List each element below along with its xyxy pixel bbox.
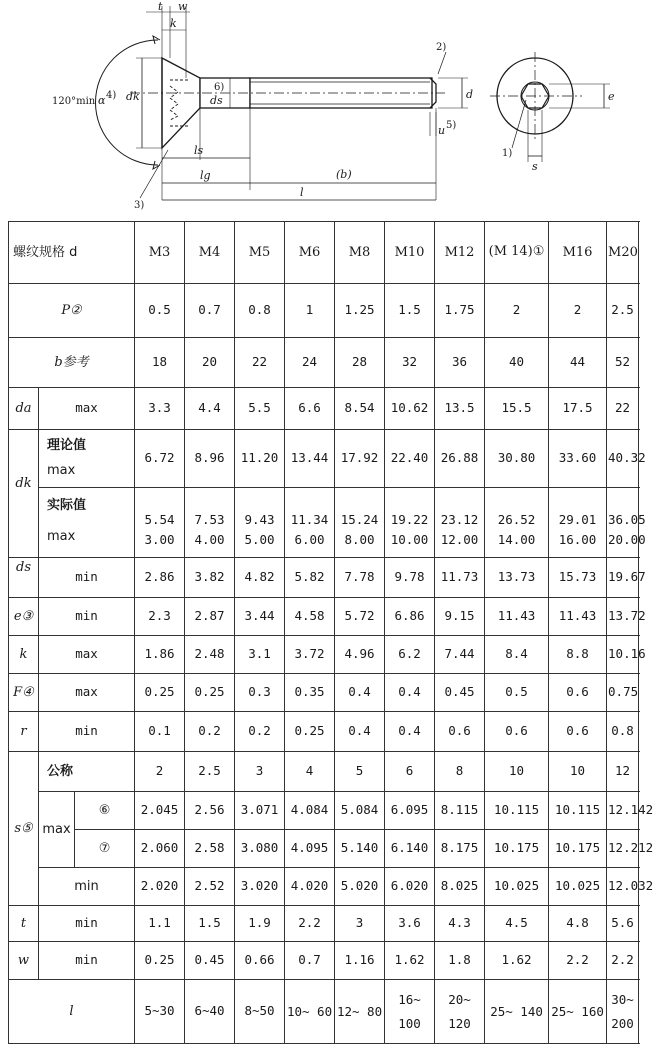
value-cell: 3.071 bbox=[235, 792, 285, 830]
value-cell: 10.175 bbox=[549, 830, 607, 868]
value-cell: 11.43 bbox=[485, 598, 549, 636]
value-cell: 2.060 bbox=[135, 830, 185, 868]
value-cell: 2 bbox=[135, 752, 185, 792]
value-cell: 2.2 bbox=[285, 906, 335, 942]
row-ds-min bbox=[9, 558, 639, 598]
value-cell: 33.60 bbox=[549, 430, 607, 488]
value-cell: 22 bbox=[235, 338, 285, 388]
value-cell: 0.4 bbox=[385, 712, 435, 752]
value-cell: 8.175 bbox=[435, 830, 485, 868]
label-ls: ls bbox=[194, 144, 204, 157]
value-cell: 0.7 bbox=[185, 284, 235, 338]
value-cell: 13.72 bbox=[607, 598, 639, 636]
value-cell: 10.16 bbox=[607, 636, 639, 674]
row-P bbox=[9, 284, 639, 338]
row-s-max7 bbox=[9, 830, 639, 868]
row-t bbox=[9, 906, 639, 942]
value-cell: 11.34 6.00 bbox=[285, 488, 335, 558]
size-cell: M8 bbox=[335, 222, 385, 284]
value-cell: 20 bbox=[185, 338, 235, 388]
s-nominal-label: 公称 bbox=[39, 752, 135, 792]
value-cell: 12 bbox=[607, 752, 639, 792]
value-cell: 1.86 bbox=[135, 636, 185, 674]
size-cell: M6 bbox=[285, 222, 335, 284]
value-cell: 30~ 200 bbox=[607, 980, 639, 1044]
row-qualifier: min bbox=[39, 558, 135, 598]
value-cell: 10 bbox=[485, 752, 549, 792]
label-ds-note: 6) bbox=[214, 82, 225, 93]
value-cell: 12.142 bbox=[607, 792, 639, 830]
value-cell: 7.78 bbox=[335, 558, 385, 598]
value-cell: 8.4 bbox=[485, 636, 549, 674]
label-alpha-note: 4) bbox=[106, 90, 117, 101]
value-cell: 0.5 bbox=[485, 674, 549, 712]
value-cell: 22.40 bbox=[385, 430, 435, 488]
value-cell: 10.115 bbox=[485, 792, 549, 830]
value-cell: 9.15 bbox=[435, 598, 485, 636]
value-cell: 1 bbox=[285, 284, 335, 338]
row-label: l bbox=[9, 980, 135, 1044]
value-cell: 12.212 bbox=[607, 830, 639, 868]
label-alpha: α bbox=[98, 94, 106, 107]
value-cell: 15.5 bbox=[485, 388, 549, 430]
value-cell: 4.084 bbox=[285, 792, 335, 830]
value-cell: 2 bbox=[549, 284, 607, 338]
value-cell: 11.73 bbox=[435, 558, 485, 598]
spec-table bbox=[8, 221, 653, 1044]
row-da bbox=[9, 388, 639, 430]
value-cell: 6.095 bbox=[385, 792, 435, 830]
value-cell: 10.175 bbox=[485, 830, 549, 868]
value-cell: 8~50 bbox=[235, 980, 285, 1044]
header-label: 螺纹规格 d bbox=[9, 222, 135, 284]
label-u-note: 5) bbox=[446, 120, 457, 131]
value-cell: 40 bbox=[485, 338, 549, 388]
value-cell: 6.2 bbox=[385, 636, 435, 674]
size-cell: M5 bbox=[235, 222, 285, 284]
row-w bbox=[9, 942, 639, 980]
row-dk-actual-ds-max bbox=[9, 488, 639, 558]
value-cell: 3.3 bbox=[135, 388, 185, 430]
value-cell: 8.54 bbox=[335, 388, 385, 430]
row-label: e③ bbox=[9, 598, 39, 636]
row-label: da bbox=[9, 388, 39, 430]
value-cell: 5.6 bbox=[607, 906, 639, 942]
value-cell: 10.62 bbox=[385, 388, 435, 430]
row-qualifier: max bbox=[39, 388, 135, 430]
value-cell: 25~ 160 bbox=[549, 980, 607, 1044]
value-cell: 19.22 10.00 bbox=[385, 488, 435, 558]
screw-drawing bbox=[0, 0, 650, 220]
value-cell: 11.20 bbox=[235, 430, 285, 488]
value-cell: 17.92 bbox=[335, 430, 385, 488]
row-r bbox=[9, 712, 639, 752]
value-cell: 0.3 bbox=[235, 674, 285, 712]
value-cell: 30.80 bbox=[485, 430, 549, 488]
value-cell: 5~30 bbox=[135, 980, 185, 1044]
value-cell: 2.48 bbox=[185, 636, 235, 674]
value-cell: 1.1 bbox=[135, 906, 185, 942]
value-cell: 4.4 bbox=[185, 388, 235, 430]
screw-drawing-svg bbox=[0, 0, 650, 220]
value-cell: 24 bbox=[285, 338, 335, 388]
label-b: (b) bbox=[336, 168, 352, 181]
value-cell: 2 bbox=[485, 284, 549, 338]
value-cell: 2.2 bbox=[549, 942, 607, 980]
value-cell: 23.12 12.00 bbox=[435, 488, 485, 558]
value-cell: 13.5 bbox=[435, 388, 485, 430]
value-cell: 4.96 bbox=[335, 636, 385, 674]
value-cell: 0.2 bbox=[185, 712, 235, 752]
value-cell: 2.2 bbox=[607, 942, 639, 980]
value-cell: 13.73 bbox=[485, 558, 549, 598]
value-cell: 8.115 bbox=[435, 792, 485, 830]
value-cell: 12~ 80 bbox=[335, 980, 385, 1044]
value-cell: 5.72 bbox=[335, 598, 385, 636]
value-cell: 1.16 bbox=[335, 942, 385, 980]
label-lg: lg bbox=[200, 169, 211, 182]
value-cell: 6.72 bbox=[135, 430, 185, 488]
value-cell: 4.8 bbox=[549, 906, 607, 942]
value-cell: 8 bbox=[435, 752, 485, 792]
value-cell: 25~ 140 bbox=[485, 980, 549, 1044]
row-label: w bbox=[9, 942, 39, 980]
value-cell: 2.5 bbox=[185, 752, 235, 792]
row-l bbox=[9, 980, 639, 1044]
value-cell: 6 bbox=[385, 752, 435, 792]
value-cell: 15.73 bbox=[549, 558, 607, 598]
label-note3: 3) bbox=[134, 200, 145, 211]
value-cell: 0.75 bbox=[607, 674, 639, 712]
row-label: k bbox=[9, 636, 39, 674]
row-qualifier: max bbox=[39, 674, 135, 712]
row-s-min bbox=[9, 868, 639, 906]
value-cell: 3.72 bbox=[285, 636, 335, 674]
size-cell: M12 bbox=[435, 222, 485, 284]
row-label: s⑤ bbox=[9, 752, 39, 906]
value-cell: 26.52 14.00 bbox=[485, 488, 549, 558]
value-cell: 1.75 bbox=[435, 284, 485, 338]
value-cell: 2.52 bbox=[185, 868, 235, 906]
value-cell: 18 bbox=[135, 338, 185, 388]
value-cell: 3.020 bbox=[235, 868, 285, 906]
value-cell: 10~ 60 bbox=[285, 980, 335, 1044]
screw-head-shape bbox=[162, 58, 200, 148]
s-max7-label: ⑦ bbox=[75, 830, 135, 868]
value-cell: 36 bbox=[435, 338, 485, 388]
value-cell: 12.032 bbox=[607, 868, 639, 906]
value-cell: 0.6 bbox=[435, 712, 485, 752]
value-cell: 3.82 bbox=[185, 558, 235, 598]
value-cell: 7.53 4.00 bbox=[185, 488, 235, 558]
label-ds: ds bbox=[210, 94, 223, 107]
value-cell: 0.66 bbox=[235, 942, 285, 980]
value-cell: 6~40 bbox=[185, 980, 235, 1044]
row-qualifier: min bbox=[39, 712, 135, 752]
value-cell: 5.82 bbox=[285, 558, 335, 598]
value-cell: 1.62 bbox=[385, 942, 435, 980]
value-cell: 0.25 bbox=[135, 942, 185, 980]
size-cell: M16 bbox=[549, 222, 607, 284]
value-cell: 0.7 bbox=[285, 942, 335, 980]
value-cell: 4.82 bbox=[235, 558, 285, 598]
value-cell: 1.8 bbox=[435, 942, 485, 980]
row-qualifier: min bbox=[39, 942, 135, 980]
value-cell: 0.35 bbox=[285, 674, 335, 712]
label-l: l bbox=[300, 186, 304, 199]
value-cell: 4.095 bbox=[285, 830, 335, 868]
value-cell: 3 bbox=[335, 906, 385, 942]
value-cell: 17.5 bbox=[549, 388, 607, 430]
value-cell: 0.4 bbox=[385, 674, 435, 712]
value-cell: 11.43 bbox=[549, 598, 607, 636]
value-cell: 10.025 bbox=[549, 868, 607, 906]
value-cell: 5 bbox=[335, 752, 385, 792]
value-cell: 20~ 120 bbox=[435, 980, 485, 1044]
row-label: t bbox=[9, 906, 39, 942]
size-cell: M3 bbox=[135, 222, 185, 284]
row-label: b参考 bbox=[9, 338, 135, 388]
value-cell: 0.25 bbox=[185, 674, 235, 712]
dk-theory-label: 理论值 max bbox=[39, 430, 135, 488]
value-cell: 15.24 8.00 bbox=[335, 488, 385, 558]
value-cell: 4.3 bbox=[435, 906, 485, 942]
value-cell: 5.5 bbox=[235, 388, 285, 430]
value-cell: 36.05 20.00 bbox=[607, 488, 639, 558]
value-cell: 8.8 bbox=[549, 636, 607, 674]
size-cell: M10 bbox=[385, 222, 435, 284]
value-cell: 0.4 bbox=[335, 712, 385, 752]
label-angle: 120°min bbox=[52, 96, 96, 107]
value-cell: 2.5 bbox=[607, 284, 639, 338]
value-cell: 6.86 bbox=[385, 598, 435, 636]
row-label: dk bbox=[9, 430, 39, 558]
value-cell: 0.2 bbox=[235, 712, 285, 752]
value-cell: 0.4 bbox=[335, 674, 385, 712]
row-s-nominal bbox=[9, 752, 639, 792]
value-cell: 32 bbox=[385, 338, 435, 388]
value-cell: 2.56 bbox=[185, 792, 235, 830]
value-cell: 19.67 bbox=[607, 558, 639, 598]
s-min-label: min bbox=[39, 868, 135, 906]
s-max-label: max bbox=[39, 792, 75, 868]
value-cell: 10 bbox=[549, 752, 607, 792]
label-s: s bbox=[532, 160, 538, 173]
row-k bbox=[9, 636, 639, 674]
value-cell: 2.58 bbox=[185, 830, 235, 868]
value-cell: 0.6 bbox=[549, 674, 607, 712]
label-note2: 2) bbox=[436, 42, 447, 53]
value-cell: 6.6 bbox=[285, 388, 335, 430]
value-cell: 0.1 bbox=[135, 712, 185, 752]
header-row bbox=[9, 222, 639, 284]
value-cell: 2.020 bbox=[135, 868, 185, 906]
row-b bbox=[9, 338, 639, 388]
value-cell: 0.45 bbox=[435, 674, 485, 712]
value-cell: 26.88 bbox=[435, 430, 485, 488]
value-cell: 28 bbox=[335, 338, 385, 388]
row-F bbox=[9, 674, 639, 712]
value-cell: 22 bbox=[607, 388, 639, 430]
value-cell: 9.78 bbox=[385, 558, 435, 598]
value-cell: 0.5 bbox=[135, 284, 185, 338]
value-cell: 1.9 bbox=[235, 906, 285, 942]
value-cell: 5.020 bbox=[335, 868, 385, 906]
value-cell: 4.58 bbox=[285, 598, 335, 636]
value-cell: 4.5 bbox=[485, 906, 549, 942]
row-e bbox=[9, 598, 639, 636]
value-cell: 52 bbox=[607, 338, 639, 388]
value-cell: 1.25 bbox=[335, 284, 385, 338]
label-e: e bbox=[608, 90, 615, 103]
value-cell: 10.115 bbox=[549, 792, 607, 830]
row-label: ds bbox=[9, 558, 39, 598]
value-cell: 8.96 bbox=[185, 430, 235, 488]
value-cell: 6.140 bbox=[385, 830, 435, 868]
value-cell: 16~ 100 bbox=[385, 980, 435, 1044]
value-cell: 0.8 bbox=[235, 284, 285, 338]
value-cell: 3.44 bbox=[235, 598, 285, 636]
value-cell: 13.44 bbox=[285, 430, 335, 488]
value-cell: 4.020 bbox=[285, 868, 335, 906]
value-cell: 0.25 bbox=[135, 674, 185, 712]
value-cell: 7.44 bbox=[435, 636, 485, 674]
label-dk: dk bbox=[126, 90, 140, 103]
dk-actual-label: 实际值 max bbox=[39, 488, 135, 558]
value-cell: 1.5 bbox=[385, 284, 435, 338]
value-cell: 0.8 bbox=[607, 712, 639, 752]
value-cell: 3.6 bbox=[385, 906, 435, 942]
value-cell: 3.1 bbox=[235, 636, 285, 674]
size-cell: (M 14)① bbox=[485, 222, 549, 284]
size-cell: M20 bbox=[607, 222, 639, 284]
value-cell: 3 bbox=[235, 752, 285, 792]
value-cell: 44 bbox=[549, 338, 607, 388]
row-qualifier: min bbox=[39, 906, 135, 942]
value-cell: 0.6 bbox=[549, 712, 607, 752]
value-cell: 5.084 bbox=[335, 792, 385, 830]
row-s-max6 bbox=[9, 792, 639, 830]
label-k: k bbox=[170, 17, 177, 30]
row-label: r bbox=[9, 712, 39, 752]
row-qualifier: min bbox=[39, 598, 135, 636]
value-cell: 2.045 bbox=[135, 792, 185, 830]
s-max6-label: ⑥ bbox=[75, 792, 135, 830]
row-label: P② bbox=[9, 284, 135, 338]
label-u: u bbox=[438, 124, 446, 137]
value-cell: 0.6 bbox=[485, 712, 549, 752]
value-cell: 2.86 bbox=[135, 558, 185, 598]
value-cell: 6.020 bbox=[385, 868, 435, 906]
value-cell: 8.025 bbox=[435, 868, 485, 906]
label-w: w bbox=[178, 0, 188, 13]
value-cell: 5.140 bbox=[335, 830, 385, 868]
value-cell: 1.62 bbox=[485, 942, 549, 980]
value-cell: 0.25 bbox=[285, 712, 335, 752]
value-cell: 2.3 bbox=[135, 598, 185, 636]
size-cell: M4 bbox=[185, 222, 235, 284]
value-cell: 9.43 5.00 bbox=[235, 488, 285, 558]
row-qualifier: max bbox=[39, 636, 135, 674]
value-cell: 29.01 16.00 bbox=[549, 488, 607, 558]
row-label: F④ bbox=[9, 674, 39, 712]
value-cell: 40.32 bbox=[607, 430, 639, 488]
label-note1: 1) bbox=[502, 148, 513, 159]
value-cell: 2.87 bbox=[185, 598, 235, 636]
value-cell: 5.54 3.00 bbox=[135, 488, 185, 558]
value-cell: 0.45 bbox=[185, 942, 235, 980]
label-t: t bbox=[158, 0, 163, 13]
value-cell: 1.5 bbox=[185, 906, 235, 942]
value-cell: 10.025 bbox=[485, 868, 549, 906]
value-cell: 4 bbox=[285, 752, 335, 792]
value-cell: 3.080 bbox=[235, 830, 285, 868]
label-d: d bbox=[466, 88, 474, 101]
row-dk-theory bbox=[9, 430, 639, 488]
